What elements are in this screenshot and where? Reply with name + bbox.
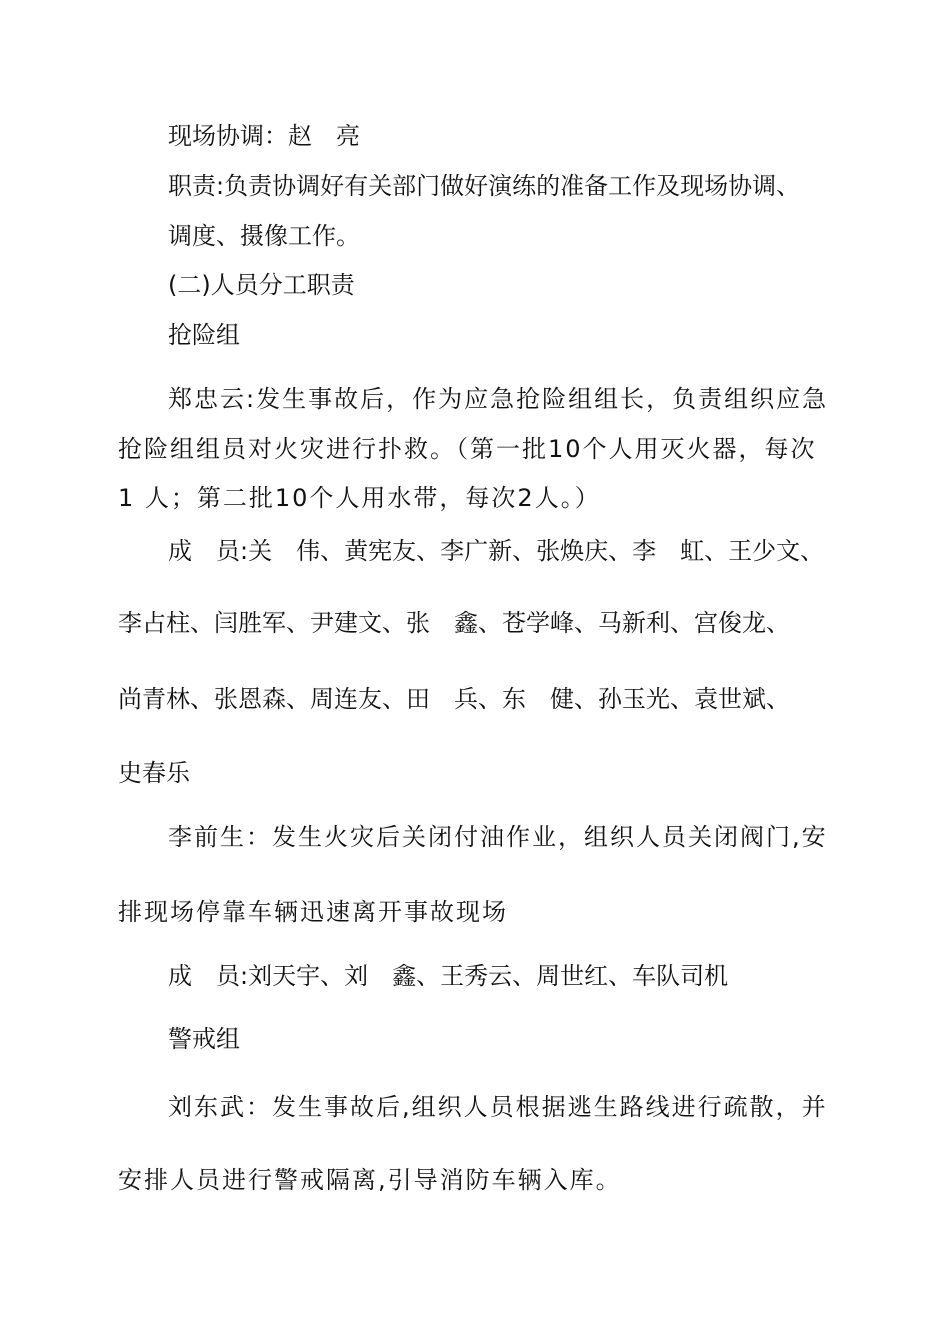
coordination-line: 现场协调：赵 亮: [168, 122, 360, 150]
rescue-members-line-1: 成 员:关 伟、黄宪友、李广新、张焕庆、李 虹、王少文、: [168, 537, 825, 565]
coordination-duty-line-2: 调度、摄像工作。: [168, 222, 360, 250]
rescue-members-line-4: 史春乐: [118, 759, 190, 787]
evacuation-lead-line-1: 李前生：发生火灾后关闭付油作业，组织人员关闭阀门,安: [168, 823, 828, 851]
rescue-leader-line-3: 1 人；第二批10个人用水带，每次2人。）: [118, 484, 601, 512]
coordination-duty-line-1: 职责:负责协调好有关部门做好演练的准备工作及现场协调、: [168, 172, 801, 200]
rescue-members-line-3: 尚青林、张恩森、周连友、田 兵、东 健、孙玉光、袁世斌、: [118, 685, 790, 713]
guard-group-heading: 警戒组: [168, 1025, 240, 1053]
section-heading-staff-duties: (二)人员分工职责: [168, 271, 355, 299]
rescue-group-heading: 抢险组: [168, 321, 240, 349]
evacuation-lead-line-2: 排现场停靠车辆迅速离开事故现场: [118, 898, 508, 926]
rescue-leader-line-2: 抢险组组员对火灾进行扑救。（第一批10个人用灭火器，每次: [118, 435, 817, 463]
rescue-members-line-2: 李占柱、闫胜军、尹建文、张 鑫、苍学峰、马新利、宫俊龙、: [118, 609, 790, 637]
guard-leader-line-1: 刘东武：发生事故后,组织人员根据逃生路线进行疏散，并: [168, 1093, 828, 1121]
evacuation-members-line: 成 员:刘天宇、刘 鑫、王秀云、周世红、车队司机: [168, 962, 729, 990]
guard-leader-line-2: 安排人员进行警戒隔离,引导消防车辆入库。: [118, 1166, 622, 1194]
rescue-leader-line-1: 郑忠云:发生事故后，作为应急抢险组组长，负责组织应急: [168, 385, 829, 413]
